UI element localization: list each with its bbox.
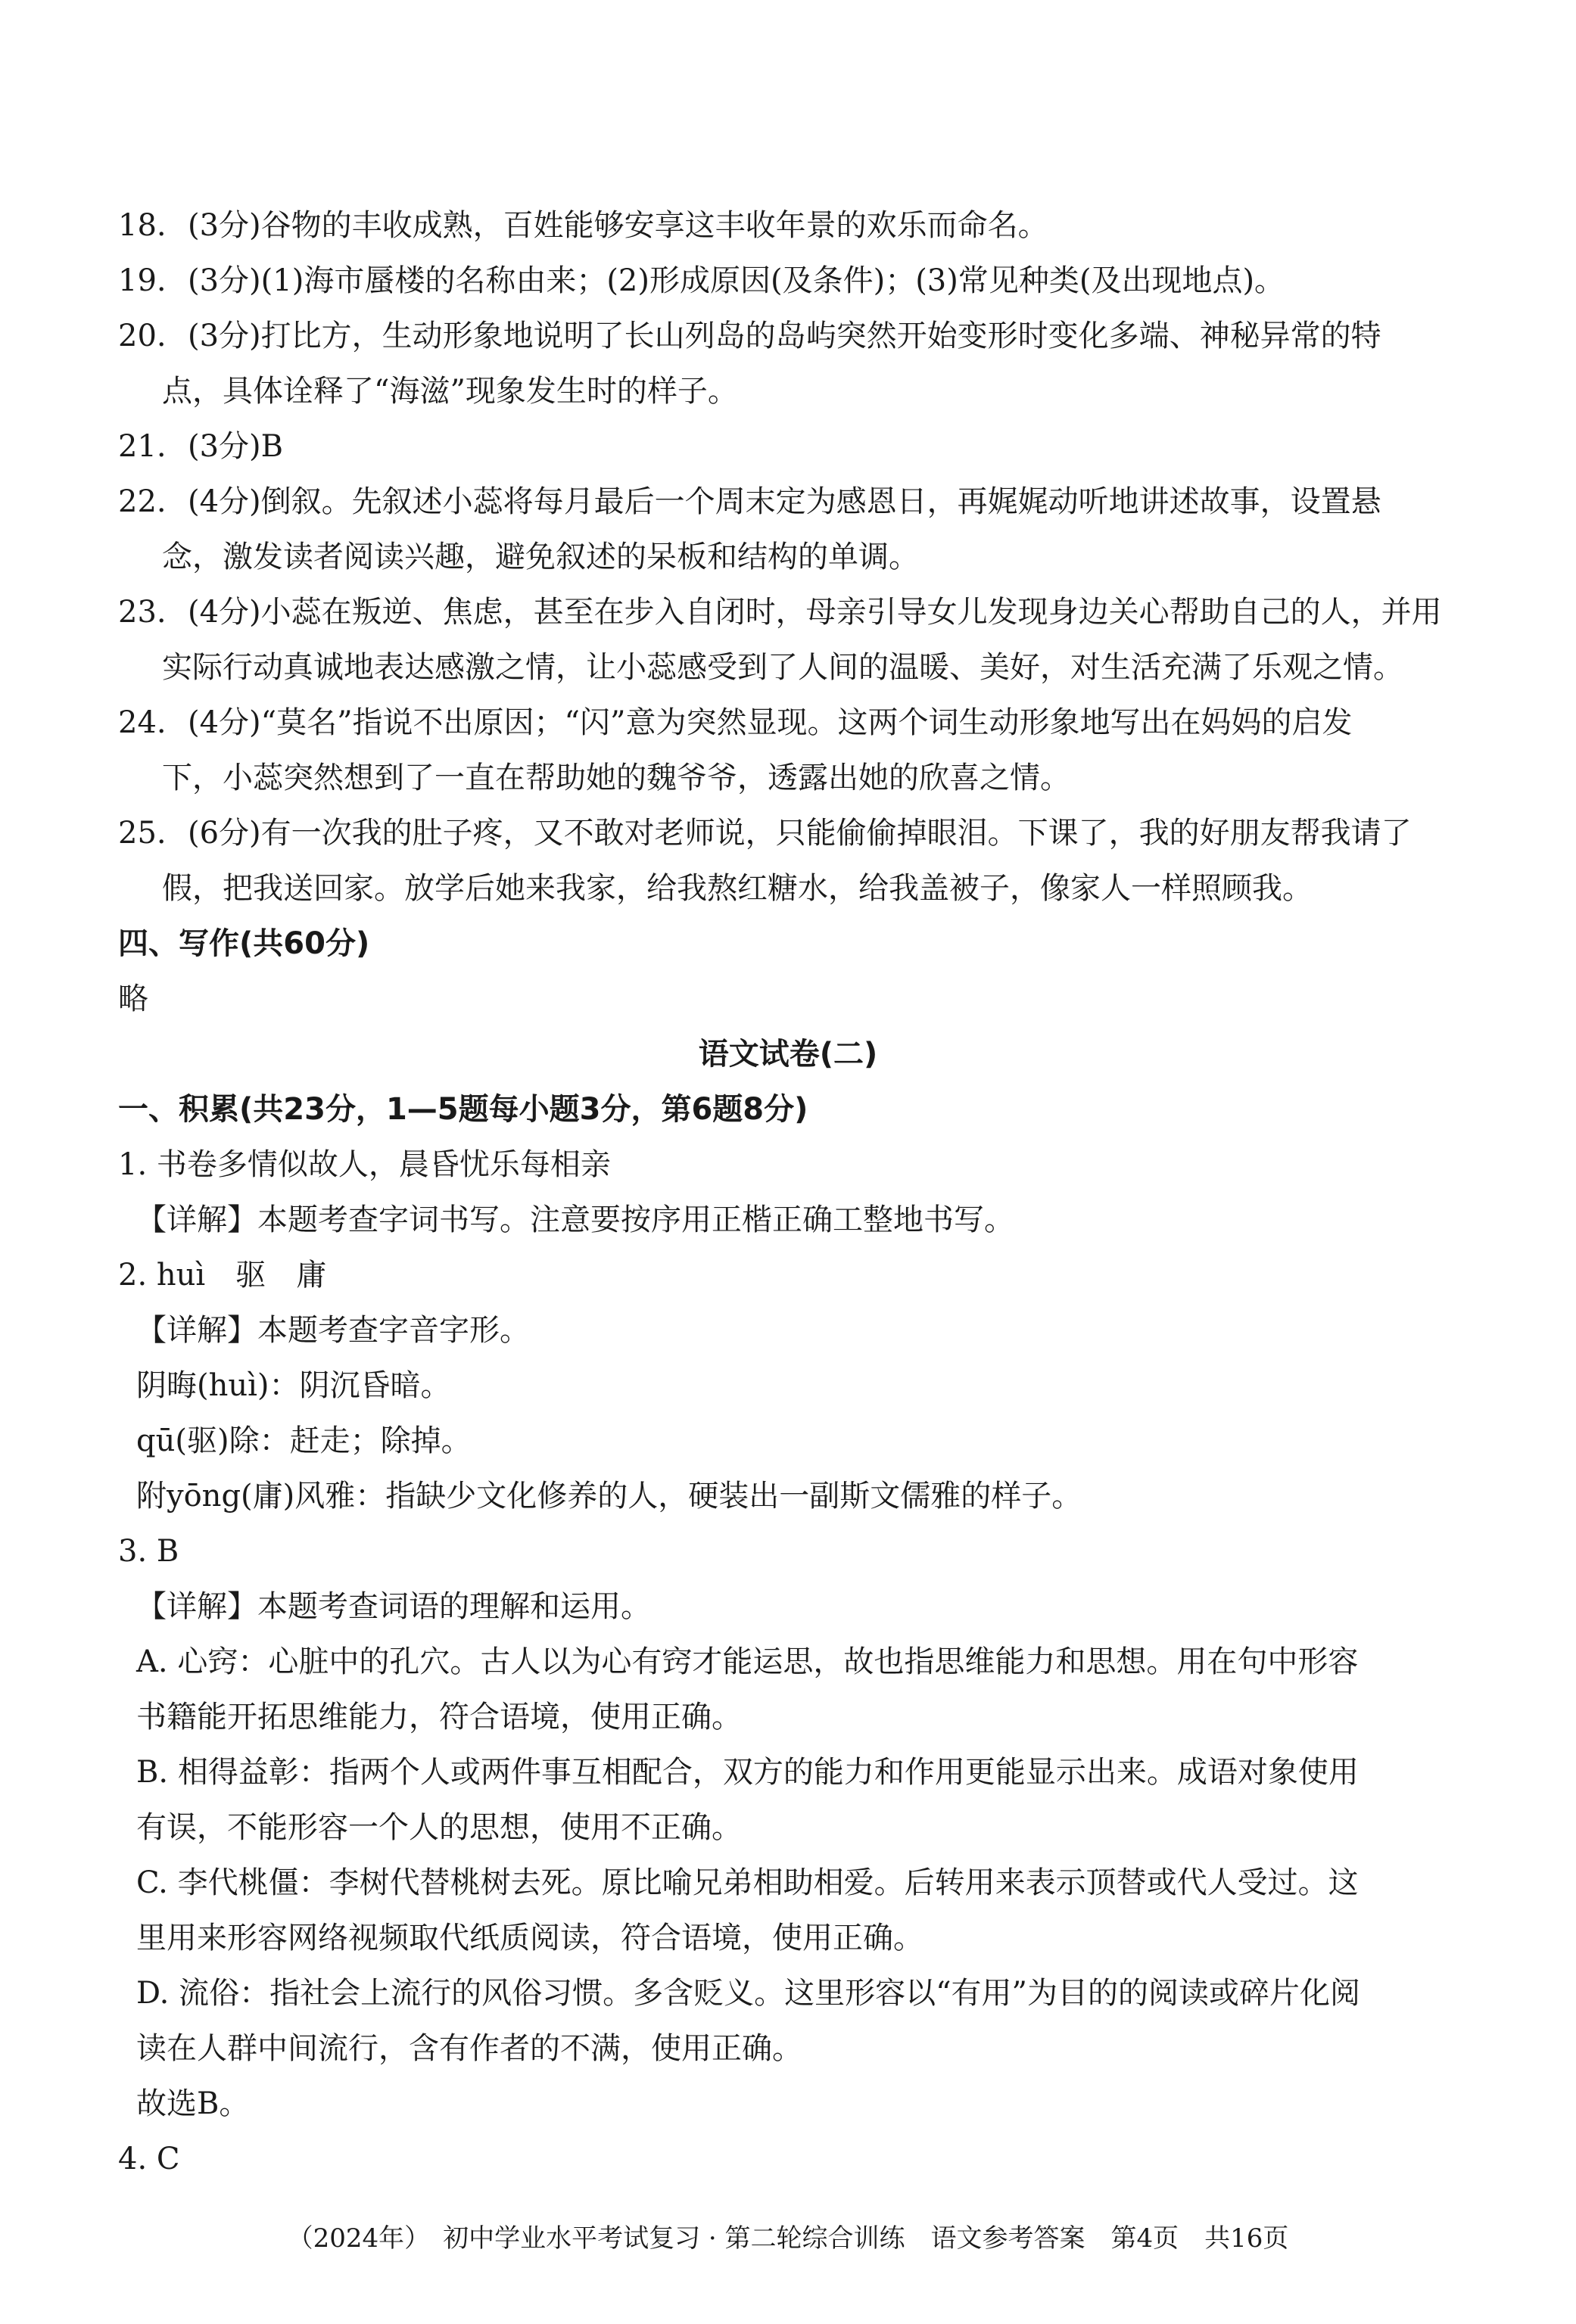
question-number: 19. [118,263,167,298]
answer-text: (4分)小蕊在叛逆、焦虑，甚至在步入自闭时，母亲引导女儿发现身边关心帮助自己的人，并用 [188,595,1442,630]
answer-page: 18. (3分)谷物的丰收成熟，百姓能够安享这丰收年景的欢乐而命名。 19. (3分)(1)海市蜃楼的名称由来；(2)形成原因(及条件)；(3)常见种类(及出现地点)。 20. (3分)打比方，生动形象地说明了长山列岛的岛屿突然开始变形时变化多端、神秘异常的特 点，具体诠释了“海滋”现象发生时的样子。 21. (3分)B 22. (4分)倒叙。先叙述小蕊将每月最后一个周末定为感恩日，再娓娓动听地讲述故事，设置悬 念，激发读者阅读兴趣，避免叙述的呆板和结构的单调。 23. (4分)小蕊在叛逆、焦虑，甚至在步入自闭时，母亲引导女儿发现身边关心帮助自己的人，并用 实际行动真诚地表达感激之情，让小蕊感受到了人间的温暖、美好，对生活充满了乐观之情。 24. (4分)“莫名”指说不出原因；“闪”意为突然显现。这两个词生动形象地写出在妈妈的启发 下，小蕊突然想到了一直在帮助她的魏爷爷，透露出她的欣喜之情。 25. (6分)有一次我的肚子疼，又不敢对老师说，只能偷偷掉眼泪。下课了，我的好朋友帮我请了 假，把我送回家。放学后她来我家，给我熬红糖水，给我盖被子，像家人一样照顾我。 四、写作(共60分) 略 语文试卷(二) 一、积累(共23分，1—5题每小题3分，第6题8分) 1. 书卷多情似故人，晨昏忧乐每相亲 【详解】本题考查字词书写。注意要按序用正楷正确工整地书写。 2. huì 驱 庸 【详解】本题考查字音字形。 阴晦(huì)：阴沉昏暗。 qū(驱)除：赶走；除掉。 附yōng(庸)风雅：指缺少文化修养的人，硬装出一副斯文儒雅的样子。 3. B 【详解】本题考查词语的理解和运用。 A. 心窍：心脏中的孔穴。古人以为心有窍才能运思，故也指思维能力和思想。用在句中形容 书籍能开拓思维能力，符合语境，使用正确。 B. 相得益彰：指两个人或两件事互相配合，双方的能力和作用更能显示出来。成语对象使用 有误，不能形容一个人的思想，使用不正确。 C. 李代桃僵：李树代替桃树去死。原比喻兄弟相助相爱。后转用来表示顶替或代人受过。这 里用来形容网络视频取代纸质阅读，符合语境，使用正确。 D. 流俗：指社会上流行的风俗习惯。多含贬义。这里形容以“有用”为目的的阅读或碎片化阅 读在人群中间流行，含有作者的不满，使用正确。 故选B。 4. C （2024年） 初中学业水平考试复习 · 第二轮综合训练 语文参考答案 第4页 共16页 [0,0,1576,2324]
question-number: 23. [118,595,167,630]
answer-text: 下，小蕊突然想到了一直在帮助她的魏爷爷，透露出她的欣喜之情。 [162,761,1070,795]
question-number: 21. [118,429,167,464]
answer-text: (3分)B [188,429,284,464]
answer-text: (3分)谷物的丰收成熟，百姓能够安享这丰收年景的欢乐而命名。 [188,208,1048,243]
question-number: 22. [118,484,167,519]
answer-text: (6分)有一次我的肚子疼，又不敢对老师说，只能偷偷掉眼泪。下课了，我的好朋友帮我请了 [188,816,1412,851]
question-number: 18. [118,208,167,243]
question-number: 25. [118,816,167,851]
answer-text: 实际行动真诚地表达感激之情，让小蕊感受到了人间的温暖、美好，对生活充满了乐观之情。 [162,650,1403,685]
question-number: 24. [118,705,167,740]
answer-text: (3分)(1)海市蜃楼的名称由来；(2)形成原因(及条件)；(3)常见种类(及出现地点)。 [188,263,1285,298]
answer-text: (4分)“莫名”指说不出原因；“闪”意为突然显现。这两个词生动形象地写出在妈妈的启发 [188,705,1353,740]
answer-text: (3分)打比方，生动形象地说明了长山列岛的岛屿突然开始变形时变化多端、神秘异常的特 [188,319,1381,353]
answer-text: (4分)倒叙。先叙述小蕊将每月最后一个周末定为感恩日，再娓娓动听地讲述故事，设置悬 [188,484,1381,519]
question-number: 20. [118,319,167,353]
answer-text: 假，把我送回家。放学后她来我家，给我熬红糖水，给我盖被子，像家人一样照顾我。 [162,871,1313,906]
answer-text: 点，具体诠释了“海滋”现象发生时的样子。 [162,374,738,409]
answer-text: 念，激发读者阅读兴趣，避免叙述的呆板和结构的单调。 [162,540,919,574]
